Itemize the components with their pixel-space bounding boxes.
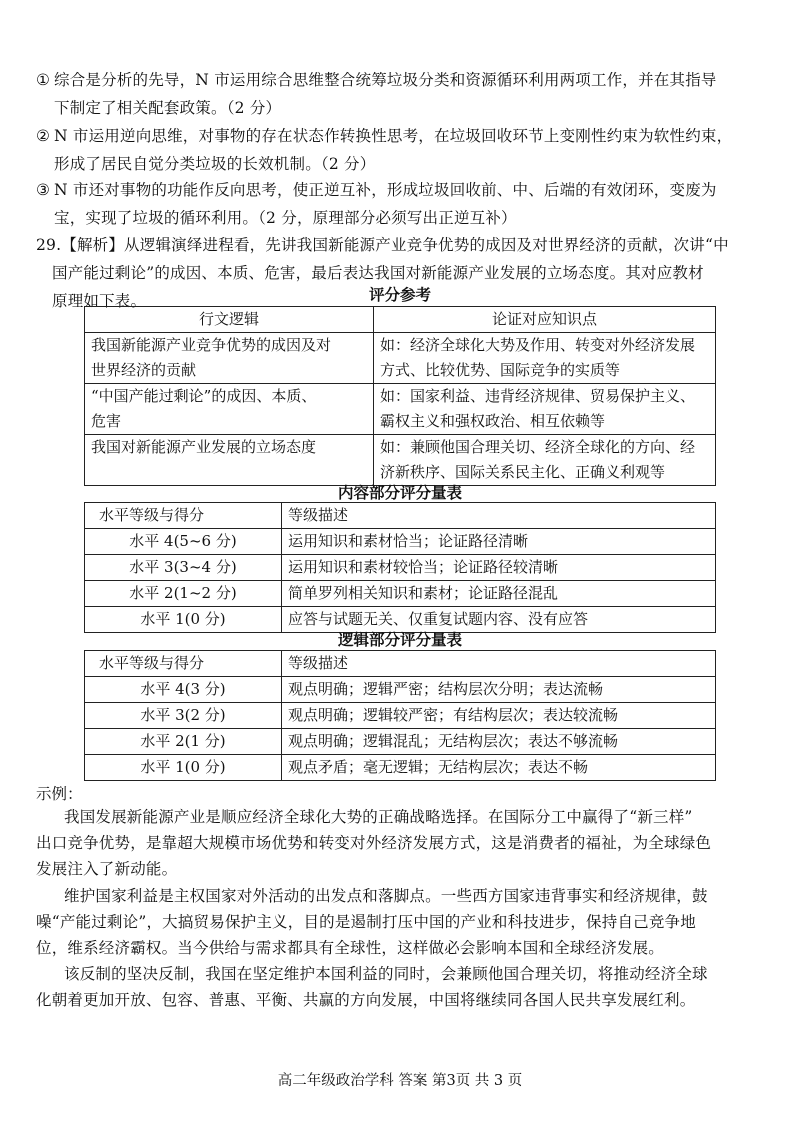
table-row <box>85 755 716 781</box>
table-cell: 运用知识和素材恰当；论证路径清晰 <box>282 529 716 555</box>
item-number: ③ <box>36 181 50 199</box>
table-cell: 应答与试题无关、仅重复试题内容、没有应答 <box>282 607 716 633</box>
table-cell: 我国对新能源产业发展的立场态度 <box>85 435 374 486</box>
table-row <box>85 677 716 703</box>
table-cell: 水平 2(1 分) <box>85 729 282 755</box>
table-row <box>85 529 716 555</box>
item-text-line: N 市运用逆向思维，对事物的存在状态作转换性思考，在垃圾回收环节上变刚性约束为软性约束， <box>54 127 733 145</box>
paragraph-line: 该反制的坚决反制，我国在坚定维护本国利益的同时，会兼顾他国合理关切，将推动经济全球 <box>64 965 708 983</box>
table-cell: 观点明确；逻辑混乱；无结构层次；表达不够流畅 <box>282 729 716 755</box>
header-cell: 论证对应知识点 <box>374 307 716 333</box>
table-cell: 水平 1(0 分) <box>85 607 282 633</box>
item-text-line: 宝，实现了垃圾的循环利用。（2 分，原理部分必须写出正逆互补） <box>54 209 517 227</box>
header-cell: 等级描述 <box>282 651 716 677</box>
analysis-line: 29.【解析】从逻辑演绎进程看，先讲我国新能源产业竞争优势的成因及对世界经济的贡献，次讲“中 <box>36 236 729 254</box>
table-cell: 运用知识和素材较恰当；论证路径较清晰 <box>282 555 716 581</box>
paragraph-line: 维护国家利益是主权国家对外活动的出发点和落脚点。一些西方国家违背事实和经济规律，鼓 <box>64 887 708 905</box>
table-cell: 如：国家利益、违背经济规律、贸易保护主义、 霸权主义和强权政治、相互依赖等 <box>374 384 716 435</box>
paragraph-line: 位，维系经济霸权。当今供给与需求都具有全球性，这样做必会影响本国和全球经济发展。 <box>36 938 665 957</box>
header-cell: 水平等级与得分 <box>85 503 282 529</box>
table-title-logic-scoring: 逻辑部分评分量表 <box>337 630 462 649</box>
table-row <box>85 581 716 607</box>
table-title-content-scoring: 内容部分评分量表 <box>337 483 462 502</box>
table-row <box>85 435 716 486</box>
paragraph-line: 我国发展新能源产业是顺应经济全球化大势的正确战略选择。在国际分工中赢得了“新三样” <box>64 808 693 826</box>
table-row <box>85 729 716 755</box>
table-cell: 水平 3(3~4 分) <box>85 555 282 581</box>
table-cell: 水平 1(0 分) <box>85 755 282 781</box>
table-row <box>85 703 716 729</box>
table-header-row <box>85 307 716 333</box>
table-cell: 水平 3(2 分) <box>85 703 282 729</box>
logic-scoring-table <box>84 650 716 781</box>
table-title-scoring-reference: 评分参考 <box>368 285 431 304</box>
item-text-line: 形成了居民自觉分类垃圾的长效机制。（2 分） <box>54 155 376 173</box>
answer-item-3 <box>36 176 754 232</box>
content-scoring-table <box>84 502 716 633</box>
item-text-line: 综合是分析的先导，N 市运用综合思维整合统筹垃圾分类和资源循环利用两项工作，并在其指导 <box>54 71 717 89</box>
analysis-line: 原理如下表。 <box>52 292 147 310</box>
table-header-row <box>85 503 716 529</box>
paragraph-line: 出口竞争优势，是靠超大规模市场优势和转变对外经济发展方式，这是消费者的福祉，为全球绿色 <box>36 833 712 852</box>
table-cell: 如：经济全球化大势及作用、转变对外经济发展 方式、比较优势、国际竞争的实质等 <box>374 333 716 384</box>
item-text-line: 下制定了相关配套政策。（2 分） <box>54 99 282 117</box>
table-cell: 水平 4(3 分) <box>85 677 282 703</box>
table-cell: 水平 2(1~2 分) <box>85 581 282 607</box>
table-cell: “中国产能过剩论”的成因、本质、 危害 <box>85 384 374 435</box>
sample-paragraph-3 <box>36 962 762 1014</box>
item-text-line: N 市还对事物的功能作反向思考，使正逆互补，形成垃圾回收前、中、后端的有效闭环，变废为 <box>54 181 717 199</box>
sample-paragraph-1 <box>36 805 762 882</box>
sample-paragraph-2 <box>36 884 762 961</box>
table-cell: 我国新能源产业竞争优势的成因及对 世界经济的贡献 <box>85 333 374 384</box>
table-header-row <box>85 651 716 677</box>
sample-label: 示例： <box>36 785 83 803</box>
answer-item-1 <box>36 66 754 122</box>
table-cell: 简单罗列相关知识和素材；论证路径混乱 <box>282 581 716 607</box>
paragraph-line: 噪“产能过剩论”，大搞贸易保护主义，目的是遏制打压中国的产业和科技进步，保持自己竞争地 <box>36 912 696 931</box>
paragraph-line: 化朝着更加开放、包容、普惠、平衡、共赢的方向发展，中国将继续同各国人民共享发展红利。 <box>36 990 696 1009</box>
table-cell: 观点明确；逻辑较严密；有结构层次；表达较流畅 <box>282 703 716 729</box>
table-row <box>85 333 716 384</box>
scoring-reference-table <box>84 306 716 486</box>
item-number: ① <box>36 71 50 89</box>
table-cell: 如：兼顾他国合理关切、经济全球化的方向、经 济新秩序、国际关系民主化、正确义利观等 <box>374 435 716 486</box>
header-cell: 等级描述 <box>282 503 716 529</box>
item-number: ② <box>36 127 50 145</box>
header-cell: 行文逻辑 <box>85 307 374 333</box>
table-cell: 水平 4(5~6 分) <box>85 529 282 555</box>
paragraph-line: 发展注入了新动能。 <box>36 859 178 878</box>
table-row <box>85 384 716 435</box>
header-cell: 水平等级与得分 <box>85 651 282 677</box>
table-row <box>85 555 716 581</box>
table-cell: 观点矛盾；毫无逻辑；无结构层次；表达不畅 <box>282 755 716 781</box>
page-footer: 高二年级政治学科 答案 第3页 共 3 页 <box>277 1073 523 1089</box>
answer-item-2 <box>36 122 754 178</box>
analysis-line: 国产能过剩论”的成因、本质、危害，最后表达我国对新能源产业发展的立场态度。其对应教材 <box>52 264 704 282</box>
table-cell: 观点明确；逻辑严密；结构层次分明；表达流畅 <box>282 677 716 703</box>
